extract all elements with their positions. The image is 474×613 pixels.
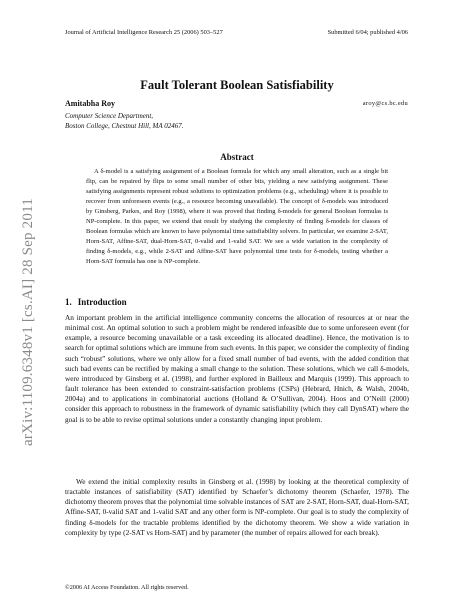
author-email[interactable]: aroy@cs.bc.edu	[362, 100, 408, 107]
copyright-notice: ©2006 AI Access Foundation. All rights reserved.	[65, 584, 189, 591]
author-affiliation-line1: Computer Science Department,	[65, 112, 154, 120]
intro-paragraph: An important problem in the artificial intelligence community concerns the allocation of resources at or near the minimal cost. An optimal solution to such a problem might be rendered infeasible due to some unforeseen event (for example, a resource becoming unavailable or a task exceeding its allocated deadline). Hence, the motivation is to search for optimal solutions which are immune from such events. In this paper, we consider the complexity of finding such “robust” solutions, where we only allow for a fixed small number of bad events, with the added condition that such bad events can be rectified by making a small change to the solution. These solutions, which we call δ-models, were introduced by Ginsberg et al. (1998), and further explored in Bailleux and Marquis (1999). This approach to fault tolerance has been extended to constraint-satisfaction problems (CSPs) (Hebrard, Hnich, & Walsh, 2004b, 2004a) and to applications in combinatorial auctions (Holland & O’Sullivan, 2004). Hoos and O’Neill (2000) consider this approach to robustness in the framework of dynamic satisfiability (which they call DynSAT) where the goal is to be able to revise optimal solutions under a constantly changing input problem.	[65, 313, 409, 424]
section-title: Introduction	[77, 297, 127, 307]
author-affiliation-line2: Boston College, Chestnut Hill, MA 02467.	[65, 122, 184, 130]
submission-dates: Submitted 6/04; published 4/06	[327, 29, 408, 36]
paper-title: Fault Tolerant Boolean Satisfiability	[140, 78, 334, 92]
journal-header: Journal of Artificial Intelligence Research 25 (2006) 503–527	[65, 29, 223, 36]
abstract-text: A δ-model is a satisfying assignment of a Boolean formula for which any small alteration, such as a single bit flip, can be repaired by flips to some small number of other bits, yielding a new satisfying assignment. These satisfying assignments represent robust solutions to optimization problems (e.g., scheduling) where it is possible to recover from unforeseen events (e.g., a resource becoming unavailable). The concept of δ-models was introduced by Ginsberg, Parkes, and Roy (1998), where it was proved that finding δ-models for general Boolean formulas is NP-complete. In this paper, we extend that result by studying the complexity of finding δ-models for classes of Boolean formulas which are known to have polynomial time satisfiability solvers. In particular, we examine 2-SAT, Horn-SAT, Affine-SAT, dual-Horn-SAT, 0-valid and 1-valid SAT. We see a wide variation in the complexity of finding δ-models, e.g., while 2-SAT and Affine-SAT have polynomial time tests for δ-models, testing whether a Horn-SAT formula has one is NP-complete.	[86, 168, 388, 265]
abstract-heading: Abstract	[220, 152, 254, 162]
section-number: 1.	[65, 297, 72, 307]
section-heading-introduction	[65, 297, 127, 307]
intro-paragraph: We extend the initial complexity results in Ginsberg et al. (1998) by looking at the theoretical complexity of tractable instances of satisfiability (SAT) identified by Schaefer’s dichotomy theorem (Schaefer, 1978). The dichotomy theorem proves that the polynomial time solvable instances of SAT are 2-SAT, Horn-SAT, dual-Horn-SAT, Affine-SAT, 0-valid SAT and 1-valid SAT and any other form is NP-complete. Our goal is to study the complexity of finding δ-models for the tractable problems identified by the dichotomy theorem. We show a wide variation in complexity by type (2-SAT vs Horn-SAT) and by parameter (the number of repairs allowed for each break).	[65, 477, 409, 537]
author-name: Amitabha Roy	[65, 99, 116, 108]
arxiv-watermark[interactable]: arXiv:1109.6348v1 [cs.AI] 28 Sep 2011	[20, 198, 36, 446]
